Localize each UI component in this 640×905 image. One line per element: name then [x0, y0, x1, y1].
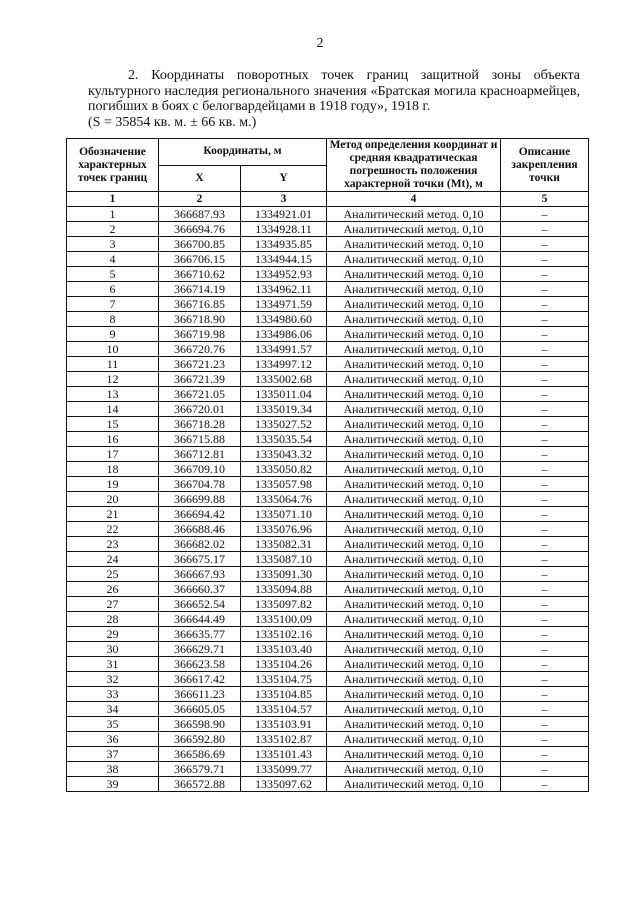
- cell-y: 1334944.15: [241, 252, 327, 267]
- header-point-designation: Обозначение характерных точек границ: [67, 139, 159, 192]
- cell-y: 1335099.77: [241, 762, 327, 777]
- cell-description: –: [501, 747, 589, 762]
- cell-description: –: [501, 357, 589, 372]
- table-row: [67, 372, 589, 387]
- table-row: [67, 582, 589, 597]
- cell-point-number: 14: [67, 402, 159, 417]
- cell-x: 366721.23: [159, 357, 241, 372]
- table-row: [67, 492, 589, 507]
- table-row: [67, 552, 589, 567]
- cell-point-number: 10: [67, 342, 159, 357]
- table-row: [67, 447, 589, 462]
- header-method: Метод определения координат и средняя квадратическая погрешность положения характерной точки (Mt), м: [327, 139, 501, 192]
- cell-y: 1334928.11: [241, 222, 327, 237]
- cell-y: 1334921.01: [241, 207, 327, 222]
- cell-description: –: [501, 417, 589, 432]
- cell-y: 1335002.68: [241, 372, 327, 387]
- cell-method: Аналитический метод. 0,10: [327, 627, 501, 642]
- table-row: [67, 747, 589, 762]
- cell-method: Аналитический метод. 0,10: [327, 762, 501, 777]
- cell-y: 1335087.10: [241, 552, 327, 567]
- cell-description: –: [501, 297, 589, 312]
- cell-y: 1335097.62: [241, 777, 327, 792]
- cell-method: Аналитический метод. 0,10: [327, 267, 501, 282]
- cell-y: 1335103.91: [241, 717, 327, 732]
- cell-x: 366592.80: [159, 732, 241, 747]
- cell-method: Аналитический метод. 0,10: [327, 582, 501, 597]
- cell-point-number: 34: [67, 702, 159, 717]
- header-coordinates: Координаты, м: [159, 139, 327, 166]
- cell-method: Аналитический метод. 0,10: [327, 567, 501, 582]
- table-row: [67, 357, 589, 372]
- cell-method: Аналитический метод. 0,10: [327, 222, 501, 237]
- column-number: 3: [241, 192, 327, 207]
- cell-description: –: [501, 777, 589, 792]
- cell-point-number: 16: [67, 432, 159, 447]
- cell-x: 366687.93: [159, 207, 241, 222]
- cell-method: Аналитический метод. 0,10: [327, 432, 501, 447]
- cell-description: –: [501, 642, 589, 657]
- cell-method: Аналитический метод. 0,10: [327, 687, 501, 702]
- page-number: 2: [316, 36, 324, 51]
- cell-y: 1334997.12: [241, 357, 327, 372]
- cell-method: Аналитический метод. 0,10: [327, 312, 501, 327]
- cell-description: –: [501, 402, 589, 417]
- cell-x: 366586.69: [159, 747, 241, 762]
- cell-point-number: 7: [67, 297, 159, 312]
- cell-y: 1335035.54: [241, 432, 327, 447]
- table-row: [67, 462, 589, 477]
- heading-text: 2. Координаты поворотных точек границ защитной зоны объекта культурного наследия регионального значения «Братская могила красноармейцев, погибших в боях с белогвардейцами в 1918 году», 1918 г.: [88, 68, 580, 114]
- cell-point-number: 25: [67, 567, 159, 582]
- cell-y: 1335100.09: [241, 612, 327, 627]
- cell-point-number: 35: [67, 717, 159, 732]
- cell-y: 1334971.59: [241, 297, 327, 312]
- cell-x: 366667.93: [159, 567, 241, 582]
- cell-description: –: [501, 432, 589, 447]
- cell-method: Аналитический метод. 0,10: [327, 297, 501, 312]
- cell-description: –: [501, 657, 589, 672]
- cell-point-number: 15: [67, 417, 159, 432]
- cell-description: –: [501, 477, 589, 492]
- cell-x: 366605.05: [159, 702, 241, 717]
- cell-point-number: 38: [67, 762, 159, 777]
- table-row: [67, 732, 589, 747]
- table-row: [67, 687, 589, 702]
- cell-y: 1335057.98: [241, 477, 327, 492]
- cell-x: 366720.76: [159, 342, 241, 357]
- cell-point-number: 2: [67, 222, 159, 237]
- cell-point-number: 27: [67, 597, 159, 612]
- cell-method: Аналитический метод. 0,10: [327, 207, 501, 222]
- cell-x: 366718.90: [159, 312, 241, 327]
- cell-method: Аналитический метод. 0,10: [327, 657, 501, 672]
- table-row: [67, 657, 589, 672]
- table-row: [67, 537, 589, 552]
- table-row: [67, 522, 589, 537]
- cell-description: –: [501, 372, 589, 387]
- table-row: [67, 597, 589, 612]
- cell-x: 366704.78: [159, 477, 241, 492]
- cell-description: –: [501, 762, 589, 777]
- cell-method: Аналитический метод. 0,10: [327, 417, 501, 432]
- cell-description: –: [501, 462, 589, 477]
- cell-point-number: 37: [67, 747, 159, 762]
- cell-method: Аналитический метод. 0,10: [327, 702, 501, 717]
- cell-method: Аналитический метод. 0,10: [327, 552, 501, 567]
- cell-point-number: 24: [67, 552, 159, 567]
- cell-method: Аналитический метод. 0,10: [327, 717, 501, 732]
- table-row: [67, 282, 589, 297]
- cell-description: –: [501, 672, 589, 687]
- cell-x: 366694.42: [159, 507, 241, 522]
- cell-description: –: [501, 612, 589, 627]
- table-row: [67, 432, 589, 447]
- cell-x: 366611.23: [159, 687, 241, 702]
- cell-x: 366699.88: [159, 492, 241, 507]
- cell-y: 1335097.82: [241, 597, 327, 612]
- column-number: 4: [327, 192, 501, 207]
- coordinates-table: [66, 138, 589, 792]
- table-row: [67, 762, 589, 777]
- table-body: [67, 207, 589, 792]
- cell-y: 1334986.06: [241, 327, 327, 342]
- cell-point-number: 31: [67, 657, 159, 672]
- table-row: [67, 417, 589, 432]
- cell-x: 366635.77: [159, 627, 241, 642]
- cell-method: Аналитический метод. 0,10: [327, 282, 501, 297]
- cell-method: Аналитический метод. 0,10: [327, 537, 501, 552]
- cell-method: Аналитический метод. 0,10: [327, 402, 501, 417]
- cell-x: 366688.46: [159, 522, 241, 537]
- header-description: Описание закрепления точки: [501, 139, 589, 192]
- table-row: [67, 567, 589, 582]
- table-row: [67, 672, 589, 687]
- cell-method: Аналитический метод. 0,10: [327, 327, 501, 342]
- cell-x: 366579.71: [159, 762, 241, 777]
- cell-x: 366644.49: [159, 612, 241, 627]
- cell-point-number: 9: [67, 327, 159, 342]
- cell-point-number: 4: [67, 252, 159, 267]
- cell-method: Аналитический метод. 0,10: [327, 342, 501, 357]
- cell-point-number: 36: [67, 732, 159, 747]
- cell-x: 366721.39: [159, 372, 241, 387]
- table-row: [67, 477, 589, 492]
- cell-description: –: [501, 717, 589, 732]
- cell-point-number: 29: [67, 627, 159, 642]
- cell-method: Аналитический метод. 0,10: [327, 357, 501, 372]
- cell-point-number: 26: [67, 582, 159, 597]
- cell-description: –: [501, 252, 589, 267]
- cell-description: –: [501, 597, 589, 612]
- cell-method: Аналитический метод. 0,10: [327, 522, 501, 537]
- cell-x: 366675.17: [159, 552, 241, 567]
- cell-y: 1335043.32: [241, 447, 327, 462]
- cell-description: –: [501, 282, 589, 297]
- section-heading: [88, 68, 580, 130]
- cell-y: 1334980.60: [241, 312, 327, 327]
- cell-x: 366652.54: [159, 597, 241, 612]
- cell-y: 1335019.34: [241, 402, 327, 417]
- cell-point-number: 22: [67, 522, 159, 537]
- cell-description: –: [501, 267, 589, 282]
- cell-x: 366694.76: [159, 222, 241, 237]
- cell-y: 1335050.82: [241, 462, 327, 477]
- cell-x: 366629.71: [159, 642, 241, 657]
- cell-point-number: 17: [67, 447, 159, 462]
- table-row: [67, 222, 589, 237]
- cell-description: –: [501, 687, 589, 702]
- cell-point-number: 19: [67, 477, 159, 492]
- table-row: [67, 312, 589, 327]
- cell-point-number: 13: [67, 387, 159, 402]
- cell-x: 366660.37: [159, 582, 241, 597]
- cell-x: 366623.58: [159, 657, 241, 672]
- cell-description: –: [501, 447, 589, 462]
- cell-point-number: 21: [67, 507, 159, 522]
- cell-point-number: 12: [67, 372, 159, 387]
- cell-description: –: [501, 702, 589, 717]
- column-number-row: [67, 192, 589, 207]
- table-row: [67, 717, 589, 732]
- cell-description: –: [501, 387, 589, 402]
- cell-x: 366617.42: [159, 672, 241, 687]
- cell-description: –: [501, 342, 589, 357]
- cell-y: 1335091.30: [241, 567, 327, 582]
- cell-description: –: [501, 237, 589, 252]
- cell-method: Аналитический метод. 0,10: [327, 732, 501, 747]
- cell-description: –: [501, 522, 589, 537]
- column-number: 1: [67, 192, 159, 207]
- cell-point-number: 28: [67, 612, 159, 627]
- cell-x: 366720.01: [159, 402, 241, 417]
- column-number: 5: [501, 192, 589, 207]
- cell-y: 1335102.87: [241, 732, 327, 747]
- header-y: Y: [241, 165, 327, 192]
- cell-method: Аналитический метод. 0,10: [327, 237, 501, 252]
- table-row: [67, 612, 589, 627]
- table-row: [67, 507, 589, 522]
- cell-y: 1334952.93: [241, 267, 327, 282]
- cell-y: 1335011.04: [241, 387, 327, 402]
- table-row: [67, 642, 589, 657]
- cell-y: 1335076.96: [241, 522, 327, 537]
- table-row: [67, 627, 589, 642]
- cell-x: 366700.85: [159, 237, 241, 252]
- cell-x: 366572.88: [159, 777, 241, 792]
- cell-y: 1335102.16: [241, 627, 327, 642]
- table-row: [67, 702, 589, 717]
- cell-x: 366709.10: [159, 462, 241, 477]
- cell-method: Аналитический метод. 0,10: [327, 252, 501, 267]
- cell-method: Аналитический метод. 0,10: [327, 387, 501, 402]
- table-row: [67, 327, 589, 342]
- cell-method: Аналитический метод. 0,10: [327, 747, 501, 762]
- cell-x: 366712.81: [159, 447, 241, 462]
- cell-y: 1335082.31: [241, 537, 327, 552]
- cell-y: 1335094.88: [241, 582, 327, 597]
- cell-point-number: 32: [67, 672, 159, 687]
- cell-y: 1335103.40: [241, 642, 327, 657]
- cell-description: –: [501, 552, 589, 567]
- cell-point-number: 5: [67, 267, 159, 282]
- table-row: [67, 402, 589, 417]
- cell-description: –: [501, 507, 589, 522]
- table-row: [67, 777, 589, 792]
- heading-area: (S = 35854 кв. м. ± 66 кв. м.): [88, 114, 257, 130]
- cell-description: –: [501, 222, 589, 237]
- table-row: [67, 252, 589, 267]
- cell-y: 1335104.26: [241, 657, 327, 672]
- cell-method: Аналитический метод. 0,10: [327, 492, 501, 507]
- table-row: [67, 342, 589, 357]
- cell-y: 1334962.11: [241, 282, 327, 297]
- cell-point-number: 8: [67, 312, 159, 327]
- cell-y: 1335064.76: [241, 492, 327, 507]
- cell-method: Аналитический метод. 0,10: [327, 477, 501, 492]
- cell-y: 1335071.10: [241, 507, 327, 522]
- cell-description: –: [501, 582, 589, 597]
- cell-description: –: [501, 312, 589, 327]
- cell-point-number: 33: [67, 687, 159, 702]
- cell-y: 1335104.57: [241, 702, 327, 717]
- cell-y: 1334935.85: [241, 237, 327, 252]
- cell-point-number: 30: [67, 642, 159, 657]
- cell-point-number: 1: [67, 207, 159, 222]
- cell-point-number: 23: [67, 537, 159, 552]
- cell-x: 366715.88: [159, 432, 241, 447]
- table-row: [67, 237, 589, 252]
- cell-x: 366721.05: [159, 387, 241, 402]
- cell-description: –: [501, 207, 589, 222]
- cell-method: Аналитический метод. 0,10: [327, 507, 501, 522]
- cell-y: 1335101.43: [241, 747, 327, 762]
- cell-x: 366710.62: [159, 267, 241, 282]
- cell-description: –: [501, 567, 589, 582]
- table-row: [67, 207, 589, 222]
- cell-point-number: 6: [67, 282, 159, 297]
- table-row: [67, 267, 589, 282]
- cell-description: –: [501, 537, 589, 552]
- cell-point-number: 3: [67, 237, 159, 252]
- cell-method: Аналитический метод. 0,10: [327, 672, 501, 687]
- cell-method: Аналитический метод. 0,10: [327, 777, 501, 792]
- cell-point-number: 11: [67, 357, 159, 372]
- cell-x: 366716.85: [159, 297, 241, 312]
- table-row: [67, 297, 589, 312]
- cell-y: 1334991.57: [241, 342, 327, 357]
- cell-description: –: [501, 327, 589, 342]
- cell-method: Аналитический метод. 0,10: [327, 642, 501, 657]
- cell-description: –: [501, 492, 589, 507]
- cell-y: 1335104.75: [241, 672, 327, 687]
- cell-x: 366598.90: [159, 717, 241, 732]
- cell-point-number: 39: [67, 777, 159, 792]
- cell-method: Аналитический метод. 0,10: [327, 597, 501, 612]
- cell-point-number: 20: [67, 492, 159, 507]
- cell-x: 366706.15: [159, 252, 241, 267]
- cell-y: 1335027.52: [241, 417, 327, 432]
- table-row: [67, 387, 589, 402]
- cell-method: Аналитический метод. 0,10: [327, 447, 501, 462]
- cell-description: –: [501, 627, 589, 642]
- cell-x: 366719.98: [159, 327, 241, 342]
- cell-y: 1335104.85: [241, 687, 327, 702]
- cell-method: Аналитический метод. 0,10: [327, 462, 501, 477]
- cell-point-number: 18: [67, 462, 159, 477]
- cell-description: –: [501, 732, 589, 747]
- column-number: 2: [159, 192, 241, 207]
- cell-x: 366718.28: [159, 417, 241, 432]
- cell-x: 366714.19: [159, 282, 241, 297]
- cell-method: Аналитический метод. 0,10: [327, 372, 501, 387]
- header-x: X: [159, 165, 241, 192]
- cell-method: Аналитический метод. 0,10: [327, 612, 501, 627]
- cell-x: 366682.02: [159, 537, 241, 552]
